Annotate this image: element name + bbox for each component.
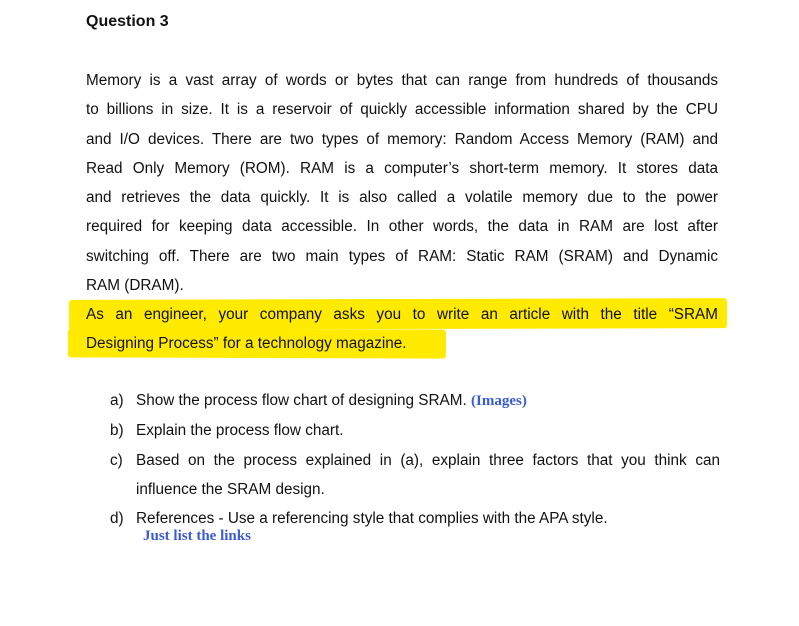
- paragraph-line: RAM (DRAM).: [86, 277, 184, 295]
- item-text: References - Use a referencing style that complies with the APA style.: [136, 510, 608, 528]
- item-marker: c): [110, 451, 123, 469]
- links-note: Just list the links: [143, 528, 251, 544]
- paragraph-line: Memory is a vast array of words or bytes that can range from hundreds of thousands: [86, 72, 718, 89]
- paragraph-line: to billions in size. It is a reservoir of quickly accessible information shared by the CPU: [86, 101, 718, 119]
- task-list: [110, 386, 720, 533]
- item-marker: a): [110, 392, 124, 409]
- paragraph-line: and I/O devices. There are two types of memory: Random Access Memory (RAM) and: [86, 130, 718, 148]
- paragraph-line: switching off. There are two main types of RAM: Static RAM (SRAM) and Dynamic: [86, 247, 718, 265]
- paragraph-line: Read Only Memory (ROM). RAM is a computer’s short-term memory. It stores data: [86, 159, 718, 177]
- item-text: influence the SRAM design.: [136, 480, 325, 498]
- list-item-b: [110, 416, 720, 445]
- item-text: Explain the process flow chart.: [136, 422, 344, 440]
- list-item-a: [110, 386, 720, 416]
- item-marker: b): [110, 422, 124, 440]
- highlight-line: As an engineer, your company asks you to write an article with the title “SRAM: [86, 306, 718, 323]
- highlight-line: Designing Process” for a technology magazine.: [86, 335, 407, 353]
- list-item-c: [110, 446, 720, 505]
- item-marker: d): [110, 510, 124, 528]
- item-text: Show the process flow chart of designing SRAM.: [136, 392, 467, 409]
- item-text: Based on the process explained in (a), explain three factors that you think can: [136, 451, 720, 469]
- paragraph-line: required for keeping data accessible. In other words, the data in RAM are lost after: [86, 218, 718, 236]
- question-title: Question 3: [86, 13, 169, 30]
- images-annotation: (Images): [471, 393, 527, 409]
- paragraph-line: and retrieves the data quickly. It is also called a volatile memory due to the power: [86, 189, 718, 207]
- intro-paragraph: [86, 66, 718, 300]
- highlighted-assignment: [86, 300, 718, 359]
